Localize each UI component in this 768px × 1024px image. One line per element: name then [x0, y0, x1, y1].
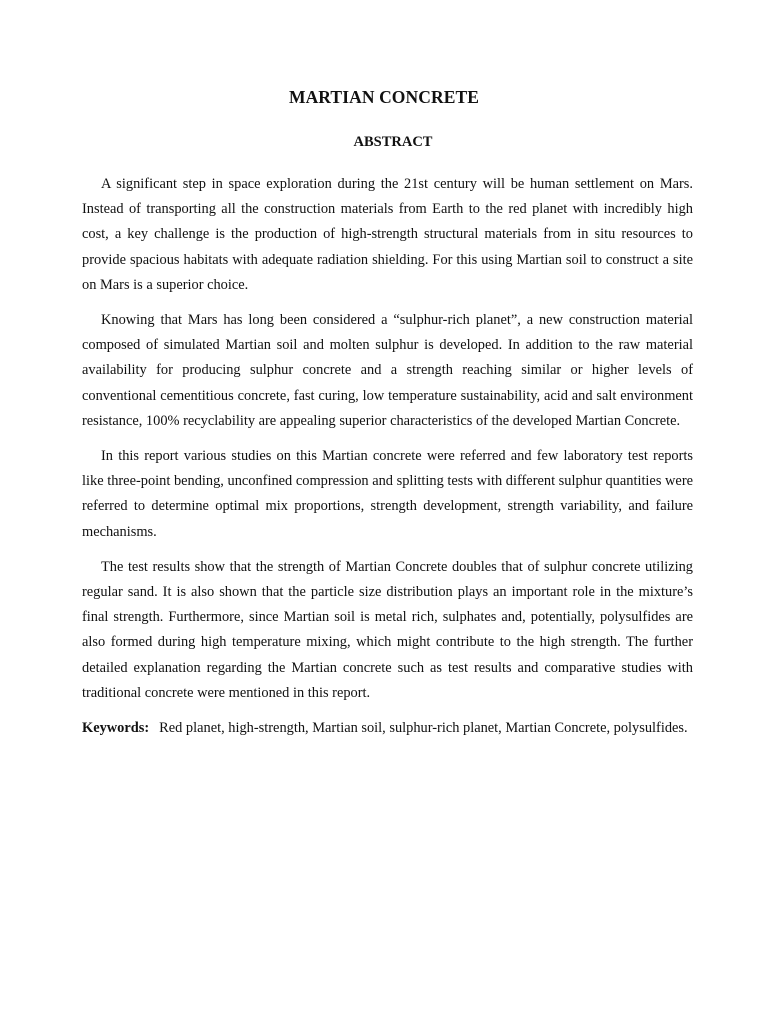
abstract-paragraph-1: A significant step in space exploration during the 21st century will be human settlement on Mars. Instead of transporting all the construction materials from Earth to the red planet with incredibly high cost, a key challenge is the production of high-strength structural materials from in situ resources to provide spacious habitats with adequate radiation shielding. For this using Martian soil to construct a site on Mars is a superior choice. [82, 176, 693, 293]
document-title: MARTIAN CONCRETE [288, 87, 480, 107]
keywords-label: Keywords: [82, 720, 150, 737]
keywords-text: Red planet, high-strength, Martian soil, sulphur-rich planet, Martian Concrete, polysulfides. [159, 720, 688, 737]
keywords-line [82, 716, 693, 741]
abstract-body [82, 172, 693, 741]
abstract-heading: ABSTRACT [353, 134, 433, 150]
abstract-paragraph-3: In this report various studies on this Martian concrete were referred and few laboratory test reports like three-point bending, unconfined compression and splitting tests with different sulphur quantities were referred to determine optimal mix proportions, strength development, strength variability, and failure mechanisms. [82, 448, 693, 540]
abstract-paragraph-4: The test results show that the strength of Martian Concrete doubles that of sulphur concrete utilizing regular sand. It is also shown that the particle size distribution plays an important role in the mixture’s final strength. Furthermore, since Martian soil is metal rich, sulphates and, potentially, polysulfides are also formed during high temperature mixing, which might contribute to the high strength. The further detailed explanation regarding the Martian concrete such as test results and comparative studies with traditional concrete were mentioned in this report. [82, 558, 693, 701]
abstract-paragraph-2: Knowing that Mars has long been considered a “sulphur-rich planet”, a new construction material composed of simulated Martian soil and molten sulphur is developed. In addition to the raw material availability for producing sulphur concrete and a strength reaching similar or higher levels of conventional cementitious concrete, fast curing, low temperature sustainability, acid and salt environment resistance, 100% recyclability are appealing superior characteristics of the developed Martian Concrete. [82, 312, 693, 429]
